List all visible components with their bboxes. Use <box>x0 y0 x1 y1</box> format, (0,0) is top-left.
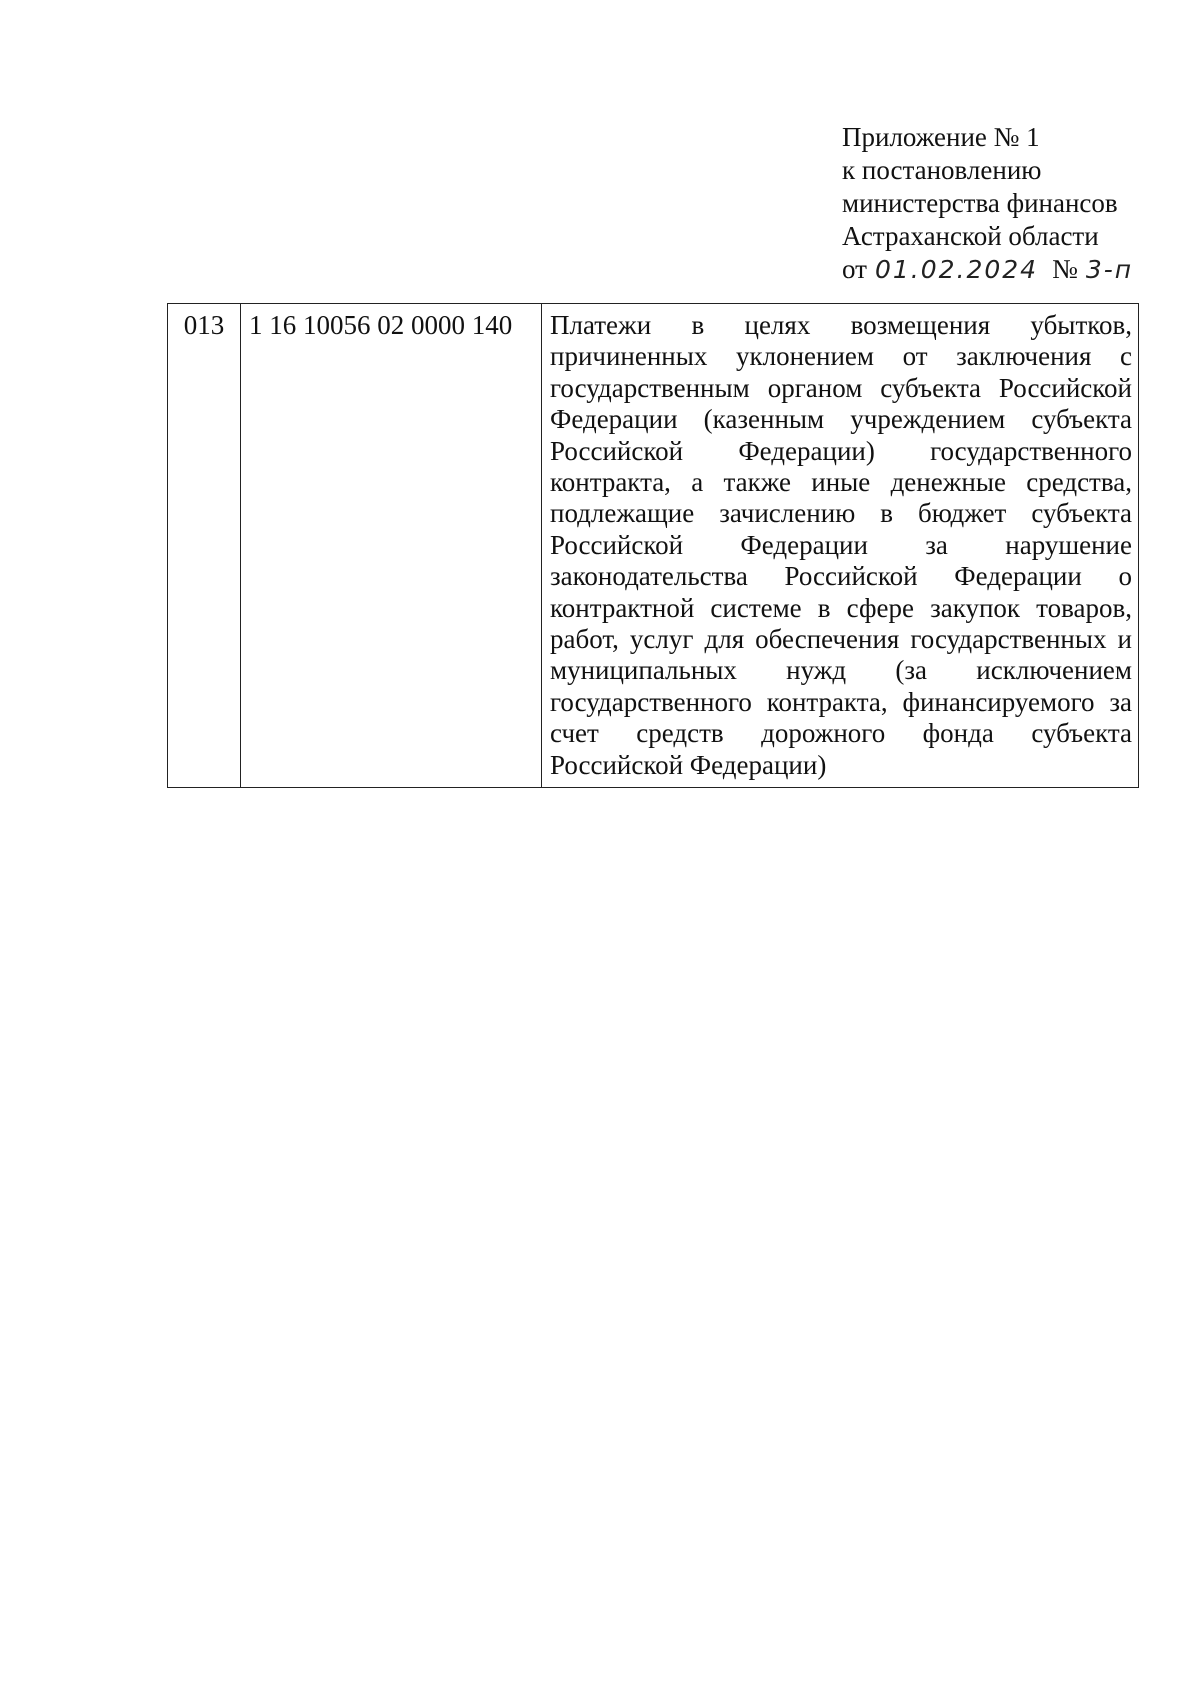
revenue-name-cell: Платежи в целях возмещения убытков, причиненных уклонением от заключения с государственным органом субъекта Российской Федерации (казенным учреждением субъекта Российской Федерации) государственного контракта, а также иные денежные средства, подлежащие зачислению в бюджет субъекта Российской Федерации за нарушение законодательства Российской Федерации о контрактной системе в сфере закупок товаров, работ, услуг для обеспечения государственных и муниципальных нужд (за исключением государственного контракта, финансируемого за счет средств дорожного фонда субъекта Российской Федерации) <box>542 304 1139 788</box>
date-prefix: от <box>842 254 867 284</box>
appendix-title: Приложение № 1 <box>842 122 1040 152</box>
region-line: Астраханской области <box>842 221 1099 251</box>
budget-code-cell: 1 16 10056 02 0000 140 <box>241 304 542 788</box>
handwritten-number: 3-п <box>1085 255 1134 284</box>
table-row <box>168 304 1139 788</box>
budget-classification-table <box>167 303 1139 788</box>
appendix-header <box>842 121 1172 286</box>
date-number-line <box>842 253 1172 286</box>
handwritten-date: 01.02.2024 <box>874 255 1039 284</box>
number-prefix: № <box>1052 254 1078 284</box>
issuing-authority-line: министерства финансов <box>842 188 1118 218</box>
appendix-reference-line: к постановлению <box>842 155 1042 185</box>
admin-code-cell: 013 <box>168 304 241 788</box>
